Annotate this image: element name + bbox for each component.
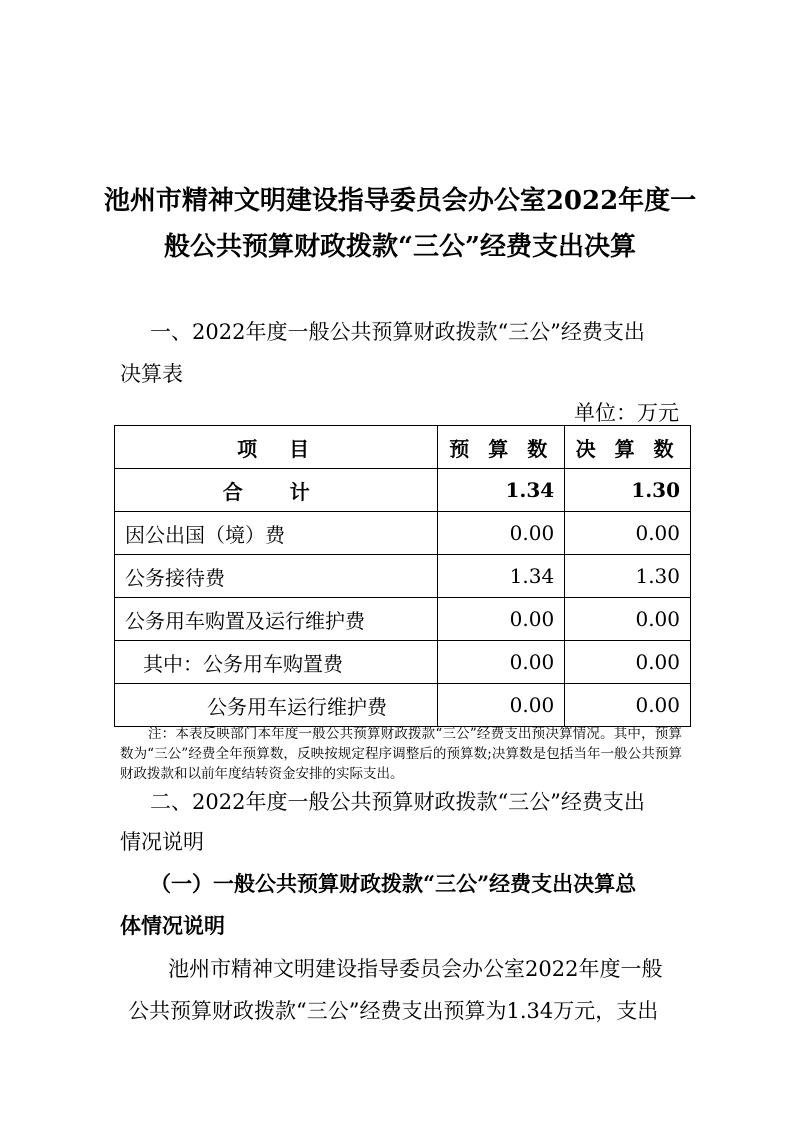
- document-title-line1: 池州市精神文明建设指导委员会办公室2022年度一: [103, 186, 697, 216]
- row-label: 其中：公务用车购置费: [115, 641, 438, 684]
- header-actual: 决 算 数: [565, 426, 691, 469]
- subsection1-heading-line2: 体情况说明: [120, 913, 225, 938]
- row-label: 因公出国（境）费: [115, 512, 438, 555]
- section1-heading-line2: 决算表: [120, 362, 183, 386]
- row-actual: 0.00: [565, 684, 691, 727]
- three-public-expenses-table: [114, 425, 691, 727]
- row-budget: 1.34: [438, 555, 565, 598]
- body-text-line1: 池州市精神文明建设指导委员会办公室2022年度一般: [168, 957, 663, 981]
- row-budget: 0.00: [438, 641, 565, 684]
- row-budget: 0.00: [438, 512, 565, 555]
- section1-heading-line1: 一、2022年度一般公共预算财政拨款“三公”经费支出: [150, 320, 645, 344]
- row-budget: 0.00: [438, 598, 565, 641]
- section2-heading-line1: 二、2022年度一般公共预算财政拨款“三公”经费支出: [150, 790, 645, 814]
- total-budget: 1.34: [438, 469, 565, 512]
- row-actual: 0.00: [565, 641, 691, 684]
- table-header-row: [115, 426, 691, 469]
- section2-heading-line2: 情况说明: [120, 830, 204, 854]
- header-budget: 预 算 数: [438, 426, 565, 469]
- row-budget: 0.00: [438, 684, 565, 727]
- table-note: 注：本表反映部门本年度一般公共预算财政拨款“三公”经费支出预决算情况。其中，预算数为“三公”经费全年预算数，反映按规定程序调整后的预算数;决算数是包括当年一般公共预算财政拨款和以前年度结转资金安排的实际支出。: [120, 726, 682, 782]
- table-row: [115, 641, 691, 684]
- row-label: 公务用车购置及运行维护费: [115, 598, 438, 641]
- unit-label: 单位：万元: [574, 401, 679, 425]
- row-actual: 0.00: [565, 598, 691, 641]
- row-label: 公务用车运行维护费: [115, 684, 438, 727]
- row-actual: 0.00: [565, 512, 691, 555]
- total-actual: 1.30: [565, 469, 691, 512]
- table-total-row: [115, 469, 691, 512]
- header-item: 项 目: [115, 426, 438, 469]
- document-title-line2: 般公共预算财政拨款“三公”经费支出决算: [164, 232, 636, 262]
- subsection1-heading-line1: （一）一般公共预算财政拨款“三公”经费支出决算总: [150, 871, 637, 896]
- table-row: [115, 684, 691, 727]
- table-row: [115, 512, 691, 555]
- body-text-line2: 公共预算财政拨款“三公”经费支出预算为1.34万元，支出: [128, 999, 659, 1023]
- row-actual: 1.30: [565, 555, 691, 598]
- total-label: 合 计: [115, 469, 438, 512]
- row-label: 公务接待费: [115, 555, 438, 598]
- table-row: [115, 555, 691, 598]
- table-row: [115, 598, 691, 641]
